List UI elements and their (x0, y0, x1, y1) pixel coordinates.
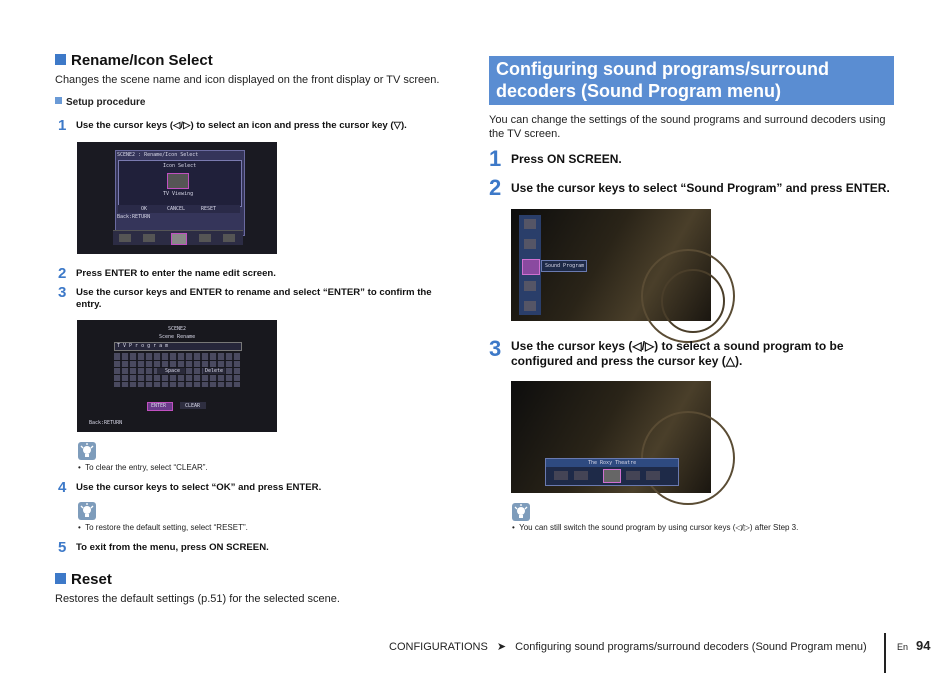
step-text: Use the cursor keys to select “Sound Program” and press ENTER. (511, 180, 890, 195)
back-hint: Back:RETURN (89, 420, 123, 426)
step-number: 5 (58, 539, 67, 556)
rename-step-1 (58, 117, 458, 135)
rename-step-5 (58, 539, 458, 557)
sound-program-intro: You can change the settings of the sound programs and surround decoders using the TV screen. (489, 114, 886, 140)
step-text: Use the cursor keys to select “OK” and press ENTER. (76, 482, 322, 493)
note-clear: • To clear the entry, select “CLEAR”. (78, 463, 208, 472)
screen-subtitle: Scene Rename (159, 334, 196, 340)
hint-icon (78, 442, 96, 460)
language-label: En (897, 642, 909, 652)
footer-page-title-link[interactable]: Configuring sound programs/surround decoders (Sound Program menu) (515, 641, 867, 653)
reset-heading: Reset (55, 571, 112, 588)
sound-step-1 (489, 146, 894, 172)
rename-step-2 (58, 265, 458, 283)
delete-key: Delete (205, 368, 224, 374)
step-text: To exit from the menu, press ON SCREEN. (76, 542, 269, 553)
step-text: Press ENTER to enter the name edit screen. (76, 268, 276, 279)
screen-title: SCENE2 : Rename/Icon Select (117, 152, 199, 158)
sound-step-3 (489, 336, 899, 369)
note-switch: • You can still switch the sound program by using cursor keys (◁/▷) after Step 3. (512, 523, 799, 532)
step-number: 2 (489, 175, 502, 200)
footer-divider (884, 633, 886, 673)
step-number: 3 (58, 284, 67, 301)
rename-step-4 (58, 479, 458, 497)
section-banner: Configuring sound programs/surround decoders (Sound Program menu) (489, 56, 894, 105)
footer-breadcrumb (389, 640, 867, 653)
scene-rename-screenshot (77, 320, 277, 432)
screen-title: SCENE2 (168, 326, 187, 332)
step-text: Use the cursor keys (◁/▷) to select an icon and press the cursor key (▽). (76, 120, 407, 131)
footer-section-link[interactable]: CONFIGURATIONS (389, 641, 488, 653)
program-name: The Roxy Theatre (588, 460, 637, 466)
hint-icon (512, 503, 530, 521)
sound-step-2 (489, 175, 894, 201)
step-text: Press ON SCREEN. (511, 151, 622, 166)
step-number: 2 (58, 265, 67, 282)
space-key: Space (165, 368, 181, 374)
rename-intro: Changes the scene name and icon displayed on the front display or TV screen. (55, 74, 440, 86)
icon-strip (113, 230, 243, 245)
step-number: 4 (58, 479, 67, 496)
arrow-right-icon: ➤ (496, 641, 507, 653)
step-number: 1 (489, 146, 502, 171)
step-text: Use the cursor keys and ENTER to rename and select “ENTER” to confirm the entry. (76, 287, 432, 310)
clear-key: CLEAR (185, 403, 201, 409)
back-hint: Back:RETURN (117, 214, 151, 220)
icon-caption: TV Viewing (163, 191, 194, 197)
reset-text: Restores the default settings (p.51) for the selected scene. (55, 593, 340, 605)
step-number: 3 (489, 336, 502, 361)
step-text: Use the cursor keys (◁/▷) to select a sound program to be configured and press the cursor key (△). (511, 339, 844, 368)
note-reset: • To restore the default setting, select “RESET”. (78, 523, 248, 532)
section-square-icon (55, 54, 66, 65)
sound-program-menu-screenshot (511, 209, 711, 321)
icon-select-label: Icon Select (163, 163, 197, 169)
menu-sidebar (519, 215, 541, 315)
setup-procedure-heading: Setup procedure (55, 97, 145, 108)
ok-button: OK (141, 206, 148, 212)
section-square-icon (55, 573, 66, 584)
cancel-button: CANCEL (167, 206, 186, 212)
icon-select-screenshot (77, 142, 277, 254)
sound-program-select-screenshot (511, 381, 711, 493)
reset-button: RESET (201, 206, 217, 212)
rename-step-3 (58, 284, 453, 311)
rename-heading: Rename/Icon Select (55, 52, 213, 69)
page-number: 94 (916, 638, 931, 653)
enter-key: ENTER (151, 403, 167, 409)
tv-icon (167, 173, 189, 189)
program-selector (545, 458, 679, 486)
rename-field: T V P r o g r a m (114, 342, 242, 351)
sound-program-menu-item: Sound Program (541, 260, 587, 272)
subsection-square-icon (55, 97, 62, 104)
step-number: 1 (58, 117, 67, 134)
hint-icon (78, 502, 96, 520)
